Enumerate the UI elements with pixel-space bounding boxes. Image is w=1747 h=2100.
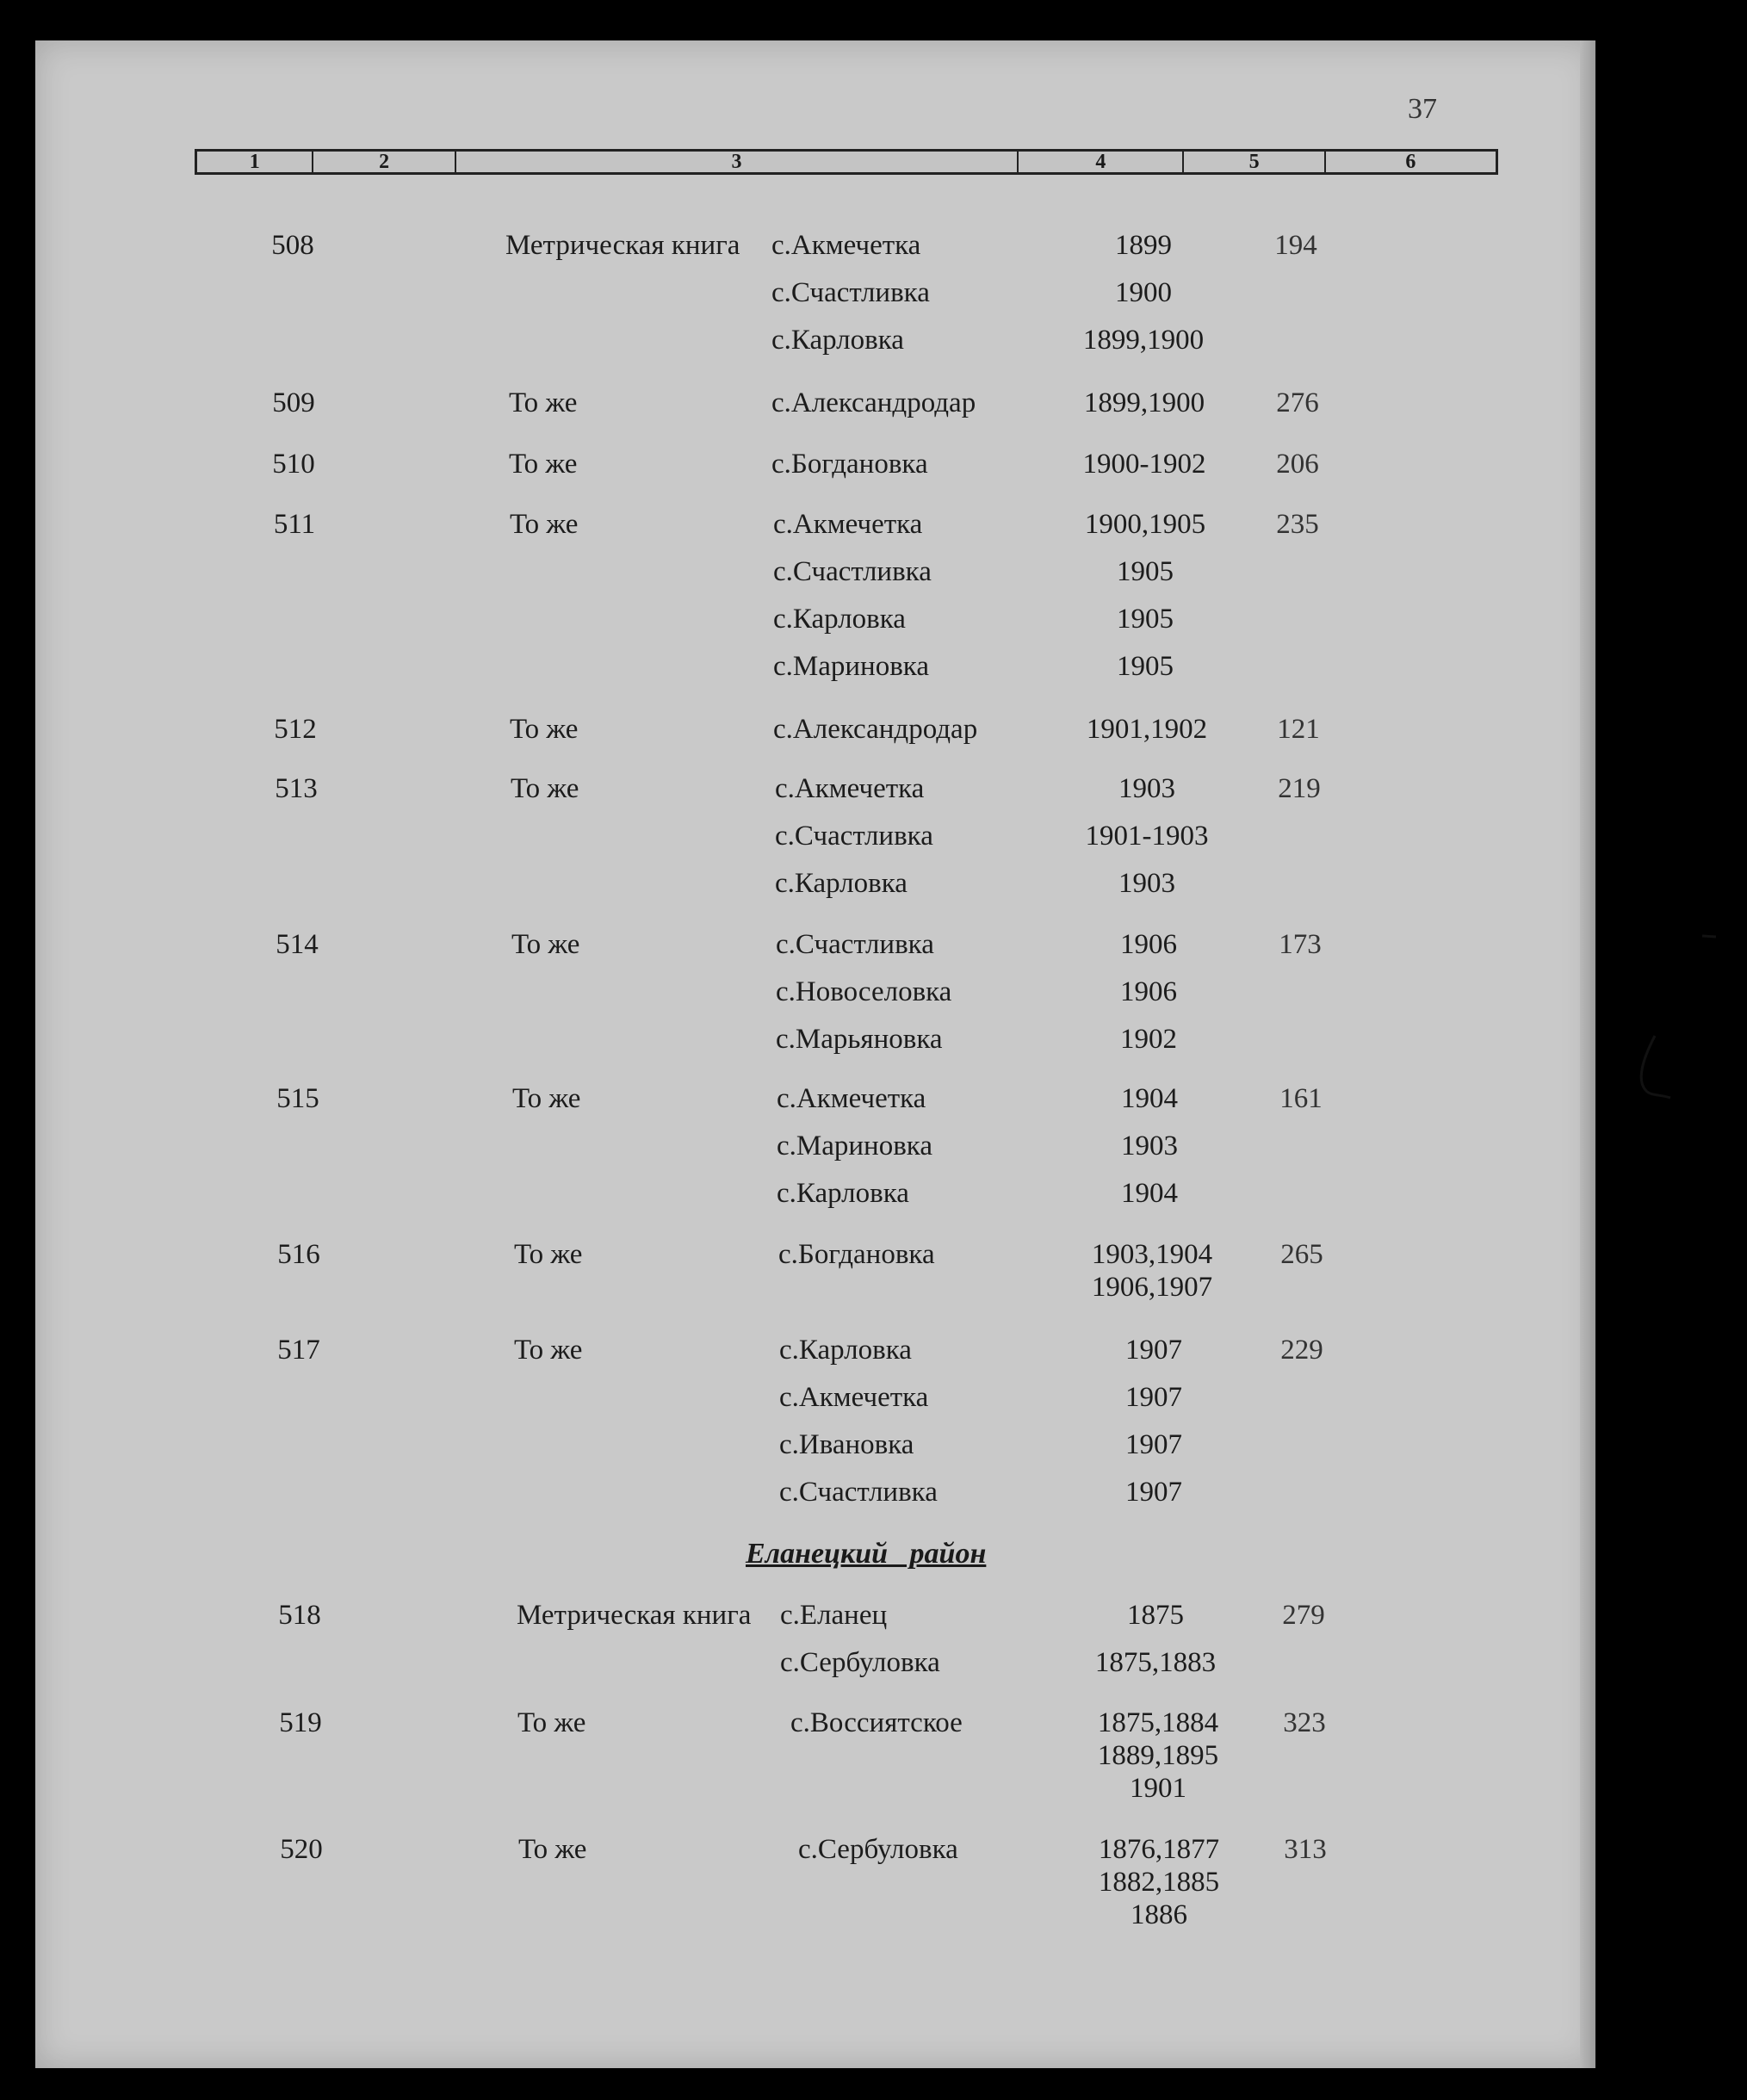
entry-page-count: 279 — [1282, 1600, 1325, 1631]
entry-number: 515 — [276, 1083, 319, 1114]
entry-number: 517 — [277, 1335, 320, 1366]
entry-description: То же — [509, 449, 578, 480]
entry-number: 509 — [272, 387, 315, 418]
entry-place: с.Акмечетка — [775, 773, 925, 804]
entry-place: с.Ивановка — [779, 1429, 914, 1460]
entry-years: 1875,1884 — [1097, 1707, 1219, 1738]
entry-description: То же — [514, 1335, 583, 1366]
entry-place: с.Сербуловка — [780, 1647, 940, 1678]
entry-page-count: 173 — [1279, 929, 1322, 960]
entry-description: То же — [510, 509, 579, 540]
entry-years: 1903 — [1118, 868, 1175, 899]
column-header-4: 4 — [1019, 152, 1184, 172]
entry-years: 1907 — [1125, 1477, 1182, 1508]
entry-years: 1905 — [1117, 651, 1174, 682]
entry-years: 1875,1883 — [1094, 1647, 1217, 1678]
entry-page-count: 121 — [1277, 714, 1320, 745]
entry-number: 514 — [276, 929, 319, 960]
entry-years: 1904 — [1121, 1083, 1178, 1114]
entry-description: Метрическая книга — [505, 230, 740, 261]
entry-number: 513 — [275, 773, 318, 804]
entry-description: То же — [512, 1083, 581, 1114]
entry-description: То же — [511, 773, 579, 804]
entry-number: 508 — [271, 230, 314, 261]
entry-place: с.Марьяновка — [776, 1024, 943, 1055]
entry-years: 1907 — [1125, 1429, 1182, 1460]
entry-number: 511 — [273, 509, 316, 540]
entry-place: с.Счастливка — [775, 821, 933, 852]
entry-place: с.Карловка — [779, 1335, 912, 1366]
entry-place: с.Акмечетка — [773, 509, 923, 540]
entry-number: 516 — [277, 1239, 320, 1270]
entry-place: с.Акмечетка — [777, 1083, 926, 1114]
entry-years: 1882,1885 — [1098, 1867, 1220, 1898]
entry-place: с.Счастливка — [776, 929, 934, 960]
page-number: 37 — [1408, 93, 1437, 125]
entry-place: с.Акмечетка — [779, 1382, 929, 1413]
margin-pencil-mark — [1636, 1029, 1688, 1115]
entry-years: 1906 — [1120, 929, 1177, 960]
entry-page-count: 194 — [1274, 230, 1317, 261]
column-header-5: 5 — [1184, 152, 1325, 172]
entry-number: 510 — [272, 449, 315, 480]
entry-place: с.Сербуловка — [798, 1834, 958, 1865]
entry-description: То же — [514, 1239, 583, 1270]
entry-description: То же — [517, 1707, 586, 1738]
entry-description: Метрическая книга — [517, 1600, 752, 1631]
entry-page-count: 265 — [1280, 1239, 1323, 1270]
entry-place: с.Карловка — [777, 1178, 909, 1209]
entry-place: с.Акмечетка — [771, 230, 921, 261]
entry-years: 1904 — [1121, 1178, 1178, 1209]
entry-place: с.Александродар — [771, 387, 976, 418]
entry-years: 1906,1907 — [1091, 1272, 1213, 1303]
entry-years: 1902 — [1120, 1024, 1177, 1055]
entry-years: 1907 — [1125, 1335, 1182, 1366]
entry-years: 1903 — [1118, 773, 1175, 804]
entry-place: с.Александродар — [773, 714, 978, 745]
column-header-row — [195, 149, 1498, 175]
entry-number: 519 — [279, 1707, 322, 1738]
entry-years: 1876,1877 — [1098, 1834, 1220, 1865]
entry-years: 1901,1902 — [1086, 714, 1208, 745]
margin-ink-mark — [1701, 932, 1718, 940]
entry-page-count: 235 — [1276, 509, 1319, 540]
entry-years: 1901 — [1130, 1773, 1186, 1804]
entry-number: 520 — [280, 1834, 323, 1865]
entry-years: 1875 — [1127, 1600, 1184, 1631]
entry-place: с.Карловка — [773, 604, 906, 635]
entry-place: с.Еланец — [780, 1600, 888, 1631]
entry-years: 1900,1905 — [1084, 509, 1206, 540]
entry-years: 1886 — [1131, 1899, 1187, 1930]
column-header-6: 6 — [1405, 150, 1416, 173]
entry-years: 1907 — [1125, 1382, 1182, 1413]
entry-number: 518 — [278, 1600, 321, 1631]
entry-years: 1905 — [1117, 556, 1174, 587]
entry-place: с.Новоселовка — [776, 976, 952, 1007]
entry-place: с.Богдановка — [771, 449, 928, 480]
entry-years: 1901-1903 — [1085, 821, 1209, 852]
entry-place: с.Мариновка — [777, 1131, 932, 1162]
entry-years: 1899,1900 — [1083, 387, 1205, 418]
entry-page-count: 323 — [1283, 1707, 1326, 1738]
entry-years: 1899 — [1115, 230, 1172, 261]
entry-description: То же — [509, 387, 578, 418]
entry-years: 1889,1895 — [1097, 1740, 1219, 1771]
entry-years: 1906 — [1120, 976, 1177, 1007]
entry-years: 1900-1902 — [1082, 449, 1206, 480]
column-header-1: 1 — [197, 152, 313, 172]
section-title-elanets-district: Еланецкий район — [746, 1538, 987, 1570]
entry-page-count: 206 — [1276, 449, 1319, 480]
entry-place: с.Воссиятское — [790, 1707, 963, 1738]
column-header-2: 2 — [313, 152, 455, 172]
entry-page-count: 276 — [1276, 387, 1319, 418]
entry-years: 1899,1900 — [1082, 325, 1205, 356]
entry-page-count: 313 — [1284, 1834, 1327, 1865]
entry-description: То же — [518, 1834, 587, 1865]
entry-years: 1903 — [1121, 1131, 1178, 1162]
entry-place: с.Счастливка — [779, 1477, 938, 1508]
entry-description: То же — [511, 929, 580, 960]
entry-years: 1900 — [1115, 277, 1172, 308]
entry-page-count: 229 — [1280, 1335, 1323, 1366]
entry-place: с.Счастливка — [771, 277, 930, 308]
entry-page-count: 219 — [1278, 773, 1321, 804]
entry-page-count: 161 — [1279, 1083, 1323, 1114]
entry-description: То же — [510, 714, 579, 745]
entry-years: 1905 — [1117, 604, 1174, 635]
entry-years: 1903,1904 — [1091, 1239, 1213, 1270]
entry-number: 512 — [274, 714, 317, 745]
column-header-3: 3 — [456, 152, 1019, 172]
entry-place: с.Карловка — [771, 325, 904, 356]
entry-place: с.Счастливка — [773, 556, 932, 587]
entry-place: с.Карловка — [775, 868, 908, 899]
entry-place: с.Богдановка — [778, 1239, 935, 1270]
entry-place: с.Мариновка — [773, 651, 929, 682]
